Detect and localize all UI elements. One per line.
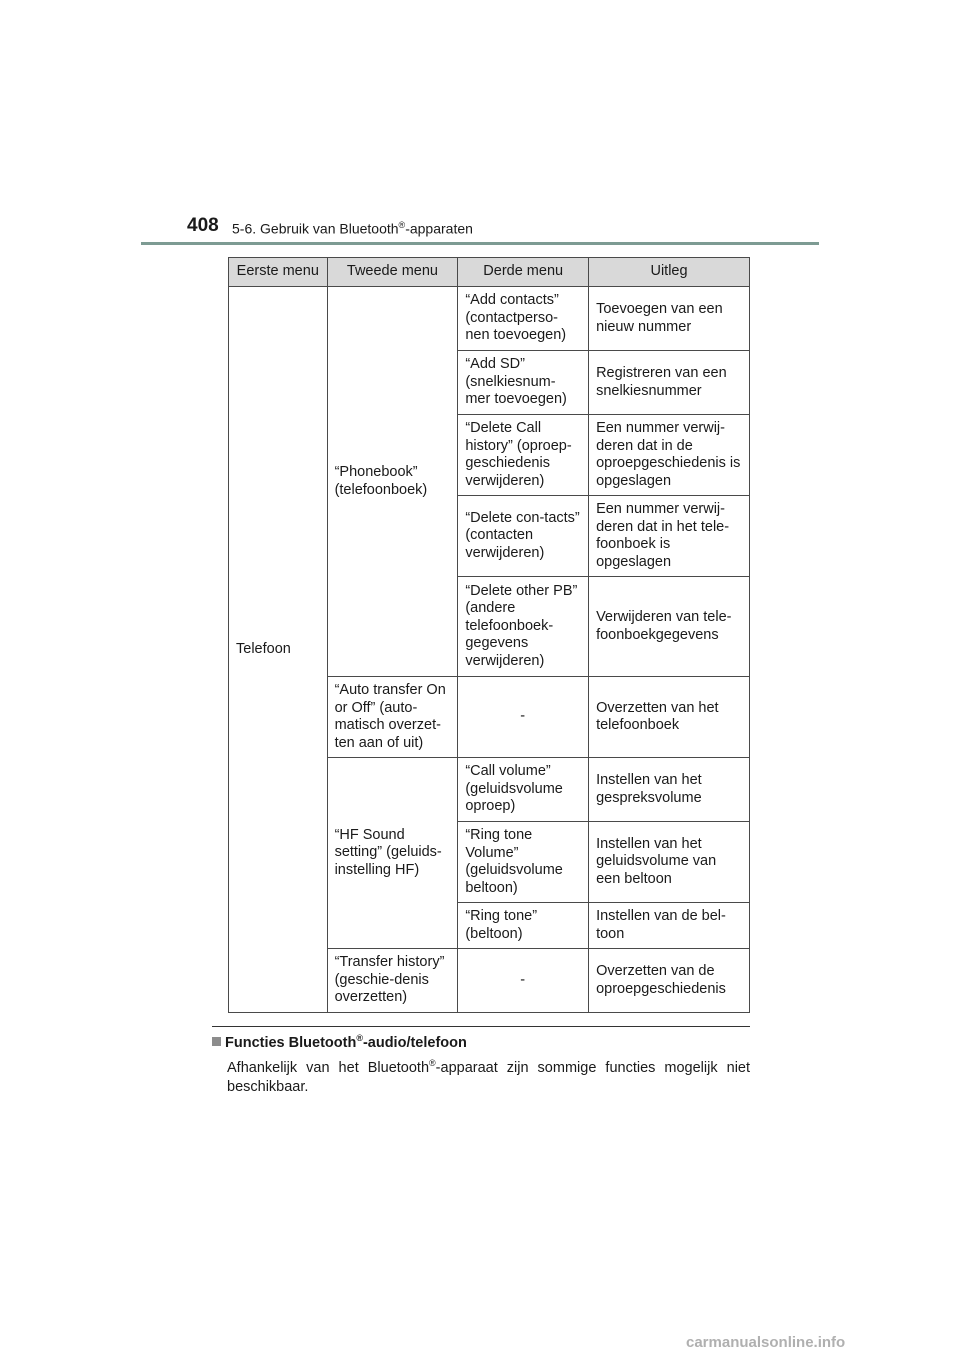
note-body-prefix: Afhankelijk van het Bluetooth (227, 1059, 430, 1076)
third-menu-cell: - (458, 677, 589, 758)
explanation-cell: Registreren van een snelkiesnummer (589, 351, 750, 415)
table-row (229, 287, 750, 351)
second-menu-cell-phonebook: “Phonebook” (telefoonboek) (327, 287, 458, 677)
registered-mark: ® (429, 1058, 436, 1068)
third-menu-cell: “Call volume” (geluidsvolume oproep) (458, 758, 589, 822)
explanation-cell: Een nummer verwij-deren dat in het tele-foonboek is opgeslagen (589, 496, 750, 577)
menu-table (228, 257, 750, 1013)
section-title (232, 220, 473, 237)
explanation-cell: Instellen van het gespreksvolume (589, 758, 750, 822)
watermark: carmanualsonline.info (686, 1334, 846, 1351)
third-menu-cell: “Add SD” (snelkiesnum-mer toevoegen) (458, 351, 589, 415)
footer-rule (212, 1026, 750, 1027)
header-explanation: Uitleg (589, 258, 750, 287)
section-title-suffix: -apparaten (405, 220, 473, 237)
third-menu-cell: “Add contacts” (contactperso-nen toevoegen) (458, 287, 589, 351)
header-first-menu: Eerste menu (229, 258, 328, 287)
third-menu-cell: “Delete other PB” (andere telefoonboek-gegevens verwijderen) (458, 577, 589, 677)
explanation-cell: Een nummer verwij-deren dat in de oproepgeschiedenis is opgeslagen (589, 415, 750, 496)
explanation-cell: Overzetten van de oproepgeschiedenis (589, 949, 750, 1013)
third-menu-cell: “Delete Call history” (oproep-geschiedenis verwijderen) (458, 415, 589, 496)
header-third-menu: Derde menu (458, 258, 589, 287)
page-number: 408 (187, 215, 219, 236)
note-body-suffix: -apparaat zijn sommige functies mogelijk niet beschikbaar. (227, 1059, 751, 1095)
note-heading-prefix: Functies Bluetooth (225, 1034, 357, 1051)
explanation-cell: Instellen van de bel-toon (589, 903, 750, 949)
registered-mark: ® (398, 220, 406, 230)
second-menu-cell-transfer-history: “Transfer history” (geschie-denis overzetten) (327, 949, 458, 1013)
third-menu-cell: “Delete con-tacts” (contacten verwijderen) (458, 496, 589, 577)
explanation-cell: Overzetten van het telefoonboek (589, 677, 750, 758)
second-menu-cell-auto-transfer: “Auto transfer On or Off” (auto-matisch overzet-ten aan of uit) (327, 677, 458, 758)
registered-mark: ® (356, 1033, 363, 1043)
explanation-cell: Verwijderen van tele-foonboekgegevens (589, 577, 750, 677)
first-menu-cell: Telefoon (229, 287, 328, 1013)
second-menu-cell-hf-sound: “HF Sound setting” (geluids-instelling HF) (327, 758, 458, 949)
explanation-cell: Toevoegen van een nieuw nummer (589, 287, 750, 351)
third-menu-cell: “Ring tone Volume” (geluidsvolume beltoon) (458, 822, 589, 903)
explanation-cell: Instellen van het geluidsvolume van een beltoon (589, 822, 750, 903)
section-title-prefix: 5-6. Gebruik van Bluetooth (232, 220, 399, 237)
note-heading (212, 1033, 467, 1051)
note-body (227, 1054, 750, 1097)
square-bullet-icon (212, 1037, 221, 1046)
header-rule (141, 242, 819, 245)
note-heading-suffix: -audio/telefoon (362, 1034, 467, 1051)
header-second-menu: Tweede menu (327, 258, 458, 287)
third-menu-cell: - (458, 949, 589, 1013)
third-menu-cell: “Ring tone” (beltoon) (458, 903, 589, 949)
table-header-row (229, 258, 750, 287)
